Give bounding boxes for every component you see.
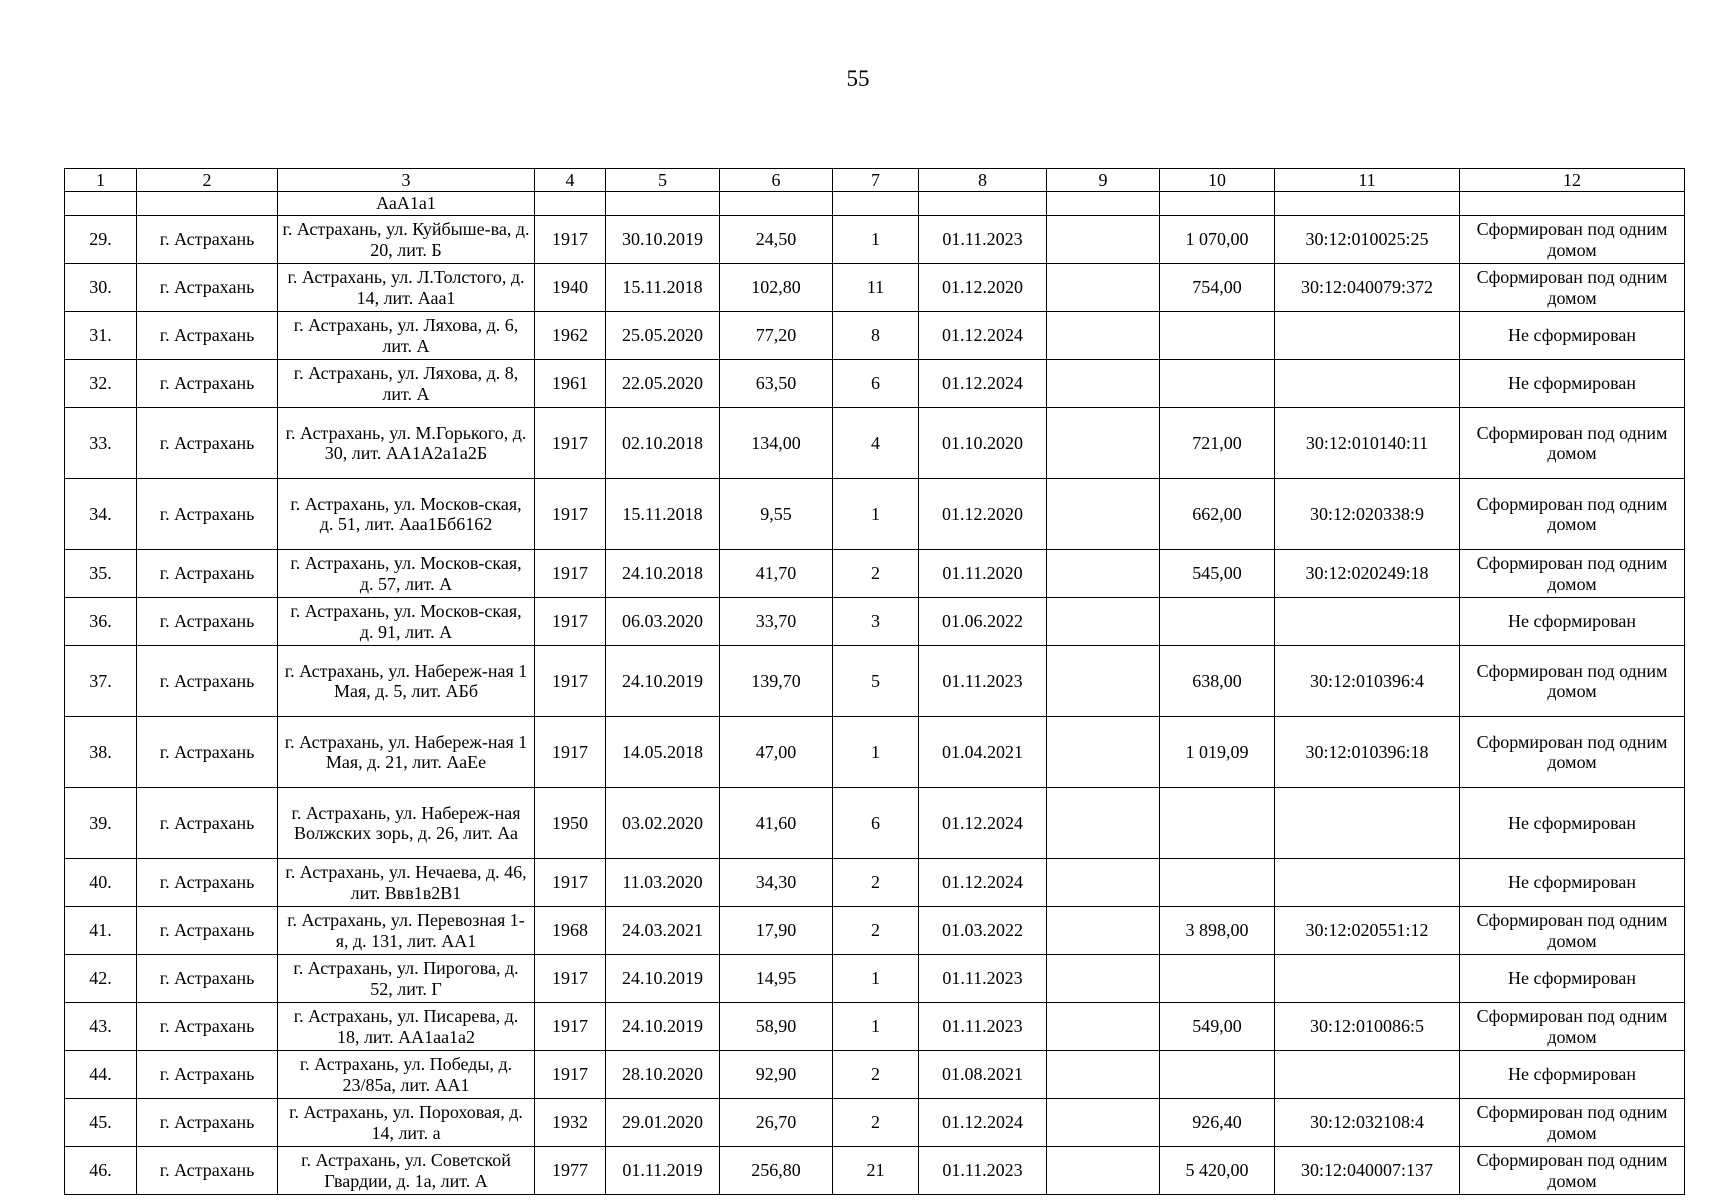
cell-column-9 xyxy=(1047,1003,1160,1051)
cell-deadline: 01.11.2023 xyxy=(919,1003,1047,1051)
cell-address: г. Астрахань, ул. Перевозная 1-я, д. 131, лит. АА1 xyxy=(278,907,535,955)
cell-year: 1917 xyxy=(535,408,606,479)
cell-cadastral-number: 30:12:010086:5 xyxy=(1275,1003,1460,1051)
cell-land-area: 1 070,00 xyxy=(1160,216,1275,264)
cell-date: 11.03.2020 xyxy=(606,859,720,907)
cell-count: 1 xyxy=(833,216,919,264)
cell-date: 25.05.2020 xyxy=(606,312,720,360)
table-row xyxy=(65,1051,1685,1099)
cell-status: Сформирован под одним домом xyxy=(1460,264,1685,312)
cell-deadline: 01.04.2021 xyxy=(919,717,1047,788)
cell-row-number: 45. xyxy=(65,1099,137,1147)
cell-empty xyxy=(1047,192,1160,216)
cell-cadastral-number xyxy=(1275,955,1460,1003)
cell-area: 63,50 xyxy=(720,360,833,408)
cell-address: г. Астрахань, ул. Куйбыше-ва, д. 20, лит. Б xyxy=(278,216,535,264)
cell-count: 1 xyxy=(833,479,919,550)
cell-date: 24.10.2019 xyxy=(606,646,720,717)
cell-date: 30.10.2019 xyxy=(606,216,720,264)
table-row xyxy=(65,264,1685,312)
cell-column-9 xyxy=(1047,264,1160,312)
cell-row-number: 34. xyxy=(65,479,137,550)
cell-address: г. Астрахань, ул. М.Горького, д. 30, лит. АА1А2а1а2Б xyxy=(278,408,535,479)
cell-area: 102,80 xyxy=(720,264,833,312)
cell-count: 1 xyxy=(833,955,919,1003)
cell-status: Не сформирован xyxy=(1460,859,1685,907)
cell-address: г. Астрахань, ул. Набереж-ная 1 Мая, д. 21, лит. АаЕе xyxy=(278,717,535,788)
cell-land-area: 721,00 xyxy=(1160,408,1275,479)
cell-area: 33,70 xyxy=(720,598,833,646)
cell-date: 29.01.2020 xyxy=(606,1099,720,1147)
cell-row-number: 41. xyxy=(65,907,137,955)
cell-column-9 xyxy=(1047,1051,1160,1099)
cell-cadastral-number xyxy=(1275,788,1460,859)
cell-cadastral-number: 30:12:020551:12 xyxy=(1275,907,1460,955)
cell-date: 28.10.2020 xyxy=(606,1051,720,1099)
cell-deadline: 01.11.2023 xyxy=(919,646,1047,717)
cell-city: г. Астрахань xyxy=(137,550,278,598)
cell-year: 1917 xyxy=(535,479,606,550)
cell-row-number: 33. xyxy=(65,408,137,479)
cell-status: Сформирован под одним домом xyxy=(1460,408,1685,479)
table-row xyxy=(65,788,1685,859)
cell-year: 1917 xyxy=(535,598,606,646)
table-row xyxy=(65,1147,1685,1195)
table-row xyxy=(65,907,1685,955)
table-row xyxy=(65,646,1685,717)
cell-row-number: 42. xyxy=(65,955,137,1003)
cell-area: 17,90 xyxy=(720,907,833,955)
cell-cadastral-number xyxy=(1275,859,1460,907)
cell-row-number: 30. xyxy=(65,264,137,312)
column-number-row xyxy=(65,169,1685,192)
cell-area: 77,20 xyxy=(720,312,833,360)
cell-deadline: 01.08.2021 xyxy=(919,1051,1047,1099)
cell-status: Не сформирован xyxy=(1460,360,1685,408)
cell-empty xyxy=(1460,192,1685,216)
cell-city: г. Астрахань xyxy=(137,264,278,312)
cell-column-9 xyxy=(1047,717,1160,788)
cell-address: г. Астрахань, ул. Победы, д. 23/85а, лит. АА1 xyxy=(278,1051,535,1099)
cell-cadastral-number xyxy=(1275,360,1460,408)
column-header: 9 xyxy=(1047,169,1160,192)
cell-city: г. Астрахань xyxy=(137,1099,278,1147)
column-header: 11 xyxy=(1275,169,1460,192)
cell-date: 24.10.2018 xyxy=(606,550,720,598)
cell-empty xyxy=(1160,192,1275,216)
cell-city: г. Астрахань xyxy=(137,788,278,859)
cell-date: 24.10.2019 xyxy=(606,1003,720,1051)
cell-deadline: 01.06.2022 xyxy=(919,598,1047,646)
cell-area: 134,00 xyxy=(720,408,833,479)
cell-column-9 xyxy=(1047,312,1160,360)
cell-empty xyxy=(833,192,919,216)
cell-year: 1917 xyxy=(535,646,606,717)
cell-deadline: 01.12.2024 xyxy=(919,312,1047,360)
column-header: 8 xyxy=(919,169,1047,192)
cell-city: г. Астрахань xyxy=(137,1003,278,1051)
cell-status: Сформирован под одним домом xyxy=(1460,646,1685,717)
cell-status: Не сформирован xyxy=(1460,788,1685,859)
cell-count: 21 xyxy=(833,1147,919,1195)
column-header: 2 xyxy=(137,169,278,192)
cell-column-9 xyxy=(1047,479,1160,550)
cell-land-area: 549,00 xyxy=(1160,1003,1275,1051)
cell-empty xyxy=(919,192,1047,216)
column-header: 5 xyxy=(606,169,720,192)
cell-count: 2 xyxy=(833,859,919,907)
cell-column-9 xyxy=(1047,646,1160,717)
cell-deadline: 01.12.2020 xyxy=(919,264,1047,312)
cell-year: 1961 xyxy=(535,360,606,408)
cell-deadline: 01.11.2023 xyxy=(919,216,1047,264)
cell-land-area xyxy=(1160,788,1275,859)
cell-land-area: 5 420,00 xyxy=(1160,1147,1275,1195)
cell-cadastral-number: 30:12:010396:4 xyxy=(1275,646,1460,717)
table-row xyxy=(65,1099,1685,1147)
cell-status: Сформирован под одним домом xyxy=(1460,550,1685,598)
cell-deadline: 01.12.2024 xyxy=(919,859,1047,907)
cell-area: 139,70 xyxy=(720,646,833,717)
cell-date: 15.11.2018 xyxy=(606,479,720,550)
cell-year: 1917 xyxy=(535,955,606,1003)
column-header: 12 xyxy=(1460,169,1685,192)
cell-date: 02.10.2018 xyxy=(606,408,720,479)
cell-status: Сформирован под одним домом xyxy=(1460,1099,1685,1147)
cell-year: 1977 xyxy=(535,1147,606,1195)
cell-column-9 xyxy=(1047,598,1160,646)
cell-cadastral-number xyxy=(1275,1051,1460,1099)
cell-cadastral-number: 30:12:020249:18 xyxy=(1275,550,1460,598)
cell-row-number: 39. xyxy=(65,788,137,859)
cell-land-area xyxy=(1160,360,1275,408)
cell-address: г. Астрахань, ул. Набереж-ная 1 Мая, д. 5, лит. АБб xyxy=(278,646,535,717)
cell-status: Сформирован под одним домом xyxy=(1460,216,1685,264)
cell-year: 1950 xyxy=(535,788,606,859)
cell-city: г. Астрахань xyxy=(137,598,278,646)
cell-cadastral-number xyxy=(1275,312,1460,360)
cell-cadastral-number: 30:12:010025:25 xyxy=(1275,216,1460,264)
cell-deadline: 01.10.2020 xyxy=(919,408,1047,479)
cell-count: 1 xyxy=(833,717,919,788)
cell-land-area xyxy=(1160,312,1275,360)
cell-land-area xyxy=(1160,859,1275,907)
cell-area: 24,50 xyxy=(720,216,833,264)
cell-cadastral-number: 30:12:032108:4 xyxy=(1275,1099,1460,1147)
cell-city: г. Астрахань xyxy=(137,859,278,907)
cell-deadline: 01.11.2023 xyxy=(919,1147,1047,1195)
cell-count: 4 xyxy=(833,408,919,479)
table-row xyxy=(65,312,1685,360)
cell-land-area xyxy=(1160,955,1275,1003)
cell-year: 1940 xyxy=(535,264,606,312)
cell-count: 1 xyxy=(833,1003,919,1051)
cell-empty xyxy=(606,192,720,216)
column-header: 7 xyxy=(833,169,919,192)
cell-count: 2 xyxy=(833,1099,919,1147)
cell-deadline: 01.12.2020 xyxy=(919,479,1047,550)
cell-city: г. Астрахань xyxy=(137,646,278,717)
cell-area: 58,90 xyxy=(720,1003,833,1051)
cell-city: г. Астрахань xyxy=(137,479,278,550)
cell-cadastral-number: 30:12:010140:11 xyxy=(1275,408,1460,479)
cell-land-area: 545,00 xyxy=(1160,550,1275,598)
cell-row-number: 32. xyxy=(65,360,137,408)
cell-city: г. Астрахань xyxy=(137,955,278,1003)
cell-count: 8 xyxy=(833,312,919,360)
cell-count: 2 xyxy=(833,907,919,955)
cell-city: г. Астрахань xyxy=(137,312,278,360)
cell-address: г. Астрахань, ул. Набереж-ная Волжских зорь, д. 26, лит. Аа xyxy=(278,788,535,859)
cell-year: 1968 xyxy=(535,907,606,955)
cell-row-number: 40. xyxy=(65,859,137,907)
cell-city: г. Астрахань xyxy=(137,1147,278,1195)
cell-deadline: 01.11.2023 xyxy=(919,955,1047,1003)
cell-land-area: 638,00 xyxy=(1160,646,1275,717)
cell-land-area: 662,00 xyxy=(1160,479,1275,550)
cell-status: Не сформирован xyxy=(1460,955,1685,1003)
cell-city: г. Астрахань xyxy=(137,1051,278,1099)
cell-date: 24.10.2019 xyxy=(606,955,720,1003)
cell-address: г. Астрахань, ул. Москов-ская, д. 91, лит. А xyxy=(278,598,535,646)
cell-address: АаА1а1 xyxy=(278,192,535,216)
table-row xyxy=(65,479,1685,550)
cell-deadline: 01.12.2024 xyxy=(919,360,1047,408)
cell-area: 41,70 xyxy=(720,550,833,598)
cell-address: г. Астрахань, ул. Советской Гвардии, д. 1а, лит. А xyxy=(278,1147,535,1195)
cell-count: 2 xyxy=(833,550,919,598)
table-row xyxy=(65,859,1685,907)
column-header: 6 xyxy=(720,169,833,192)
cell-address: г. Астрахань, ул. Ляхова, д. 8, лит. А xyxy=(278,360,535,408)
cell-year: 1917 xyxy=(535,216,606,264)
cell-empty xyxy=(720,192,833,216)
cell-row-number: 35. xyxy=(65,550,137,598)
cell-address: г. Астрахань, ул. Л.Толстого, д. 14, лит. Ааа1 xyxy=(278,264,535,312)
cell-city: г. Астрахань xyxy=(137,907,278,955)
cell-column-9 xyxy=(1047,907,1160,955)
table-row xyxy=(65,408,1685,479)
cell-area: 34,30 xyxy=(720,859,833,907)
cell-count: 5 xyxy=(833,646,919,717)
column-header: 3 xyxy=(278,169,535,192)
cell-status: Сформирован под одним домом xyxy=(1460,479,1685,550)
cell-deadline: 01.12.2024 xyxy=(919,788,1047,859)
cell-city: г. Астрахань xyxy=(137,717,278,788)
cell-area: 26,70 xyxy=(720,1099,833,1147)
cell-column-9 xyxy=(1047,1147,1160,1195)
cell-cadastral-number: 30:12:040079:372 xyxy=(1275,264,1460,312)
cell-area: 41,60 xyxy=(720,788,833,859)
cell-address: г. Астрахань, ул. Нечаева, д. 46, лит. Ввв1в2В1 xyxy=(278,859,535,907)
cell-column-9 xyxy=(1047,788,1160,859)
cell-area: 47,00 xyxy=(720,717,833,788)
cell-status: Не сформирован xyxy=(1460,312,1685,360)
cell-city: г. Астрахань xyxy=(137,360,278,408)
cell-row-number: 46. xyxy=(65,1147,137,1195)
cell-count: 11 xyxy=(833,264,919,312)
cell-land-area: 1 019,09 xyxy=(1160,717,1275,788)
cell-column-9 xyxy=(1047,216,1160,264)
cell-column-9 xyxy=(1047,408,1160,479)
cell-column-9 xyxy=(1047,1099,1160,1147)
cell-status: Сформирован под одним домом xyxy=(1460,717,1685,788)
cell-status: Сформирован под одним домом xyxy=(1460,1147,1685,1195)
cell-column-9 xyxy=(1047,955,1160,1003)
cell-status: Сформирован под одним домом xyxy=(1460,907,1685,955)
cell-cadastral-number: 30:12:010396:18 xyxy=(1275,717,1460,788)
cell-address: г. Астрахань, ул. Москов-ская, д. 51, лит. Ааа1Бб6162 xyxy=(278,479,535,550)
cell-status: Не сформирован xyxy=(1460,1051,1685,1099)
cell-land-area xyxy=(1160,1051,1275,1099)
cell-row-number: 31. xyxy=(65,312,137,360)
cell-date: 14.05.2018 xyxy=(606,717,720,788)
page-number: 55 xyxy=(846,66,870,91)
cell-cadastral-number xyxy=(1275,598,1460,646)
cell-city: г. Астрахань xyxy=(137,408,278,479)
cell-row-number: 29. xyxy=(65,216,137,264)
cell-address: г. Астрахань, ул. Ляхова, д. 6, лит. А xyxy=(278,312,535,360)
cell-year: 1917 xyxy=(535,550,606,598)
cell-empty xyxy=(65,192,137,216)
cell-row-number: 36. xyxy=(65,598,137,646)
cell-empty xyxy=(1275,192,1460,216)
cell-year: 1917 xyxy=(535,717,606,788)
table-row xyxy=(65,955,1685,1003)
cell-row-number: 38. xyxy=(65,717,137,788)
cell-address: г. Астрахань, ул. Москов-ская, д. 57, лит. А xyxy=(278,550,535,598)
cell-column-9 xyxy=(1047,360,1160,408)
cell-year: 1917 xyxy=(535,1003,606,1051)
cell-land-area: 754,00 xyxy=(1160,264,1275,312)
cell-date: 06.03.2020 xyxy=(606,598,720,646)
cell-cadastral-number: 30:12:020338:9 xyxy=(1275,479,1460,550)
cell-land-area xyxy=(1160,598,1275,646)
cell-year: 1917 xyxy=(535,1051,606,1099)
cell-address: г. Астрахань, ул. Пороховая, д. 14, лит. а xyxy=(278,1099,535,1147)
cell-area: 92,90 xyxy=(720,1051,833,1099)
table-row xyxy=(65,216,1685,264)
cell-date: 15.11.2018 xyxy=(606,264,720,312)
cell-date: 03.02.2020 xyxy=(606,788,720,859)
cell-row-number: 44. xyxy=(65,1051,137,1099)
cell-cadastral-number: 30:12:040007:137 xyxy=(1275,1147,1460,1195)
cell-deadline: 01.03.2022 xyxy=(919,907,1047,955)
cell-empty xyxy=(137,192,278,216)
cell-column-9 xyxy=(1047,859,1160,907)
cell-deadline: 01.12.2024 xyxy=(919,1099,1047,1147)
column-header: 4 xyxy=(535,169,606,192)
table-row xyxy=(65,360,1685,408)
cell-area: 14,95 xyxy=(720,955,833,1003)
continuation-row xyxy=(65,192,1685,216)
cell-date: 01.11.2019 xyxy=(606,1147,720,1195)
cell-date: 24.03.2021 xyxy=(606,907,720,955)
cell-count: 6 xyxy=(833,360,919,408)
cell-empty xyxy=(535,192,606,216)
cell-row-number: 43. xyxy=(65,1003,137,1051)
table-row xyxy=(65,717,1685,788)
table-row xyxy=(65,598,1685,646)
cell-year: 1932 xyxy=(535,1099,606,1147)
cell-count: 6 xyxy=(833,788,919,859)
cell-year: 1962 xyxy=(535,312,606,360)
cell-land-area: 3 898,00 xyxy=(1160,907,1275,955)
column-header: 10 xyxy=(1160,169,1275,192)
cell-year: 1917 xyxy=(535,859,606,907)
cell-column-9 xyxy=(1047,550,1160,598)
cell-date: 22.05.2020 xyxy=(606,360,720,408)
cell-area: 9,55 xyxy=(720,479,833,550)
cell-status: Не сформирован xyxy=(1460,598,1685,646)
cell-row-number: 37. xyxy=(65,646,137,717)
cell-address: г. Астрахань, ул. Писарева, д. 18, лит. АА1аа1а2 xyxy=(278,1003,535,1051)
housing-registry-table xyxy=(64,168,1685,1195)
table-row xyxy=(65,550,1685,598)
column-header: 1 xyxy=(65,169,137,192)
cell-count: 3 xyxy=(833,598,919,646)
table-row xyxy=(65,1003,1685,1051)
cell-count: 2 xyxy=(833,1051,919,1099)
cell-address: г. Астрахань, ул. Пирогова, д. 52, лит. Г xyxy=(278,955,535,1003)
cell-land-area: 926,40 xyxy=(1160,1099,1275,1147)
cell-status: Сформирован под одним домом xyxy=(1460,1003,1685,1051)
cell-city: г. Астрахань xyxy=(137,216,278,264)
cell-deadline: 01.11.2020 xyxy=(919,550,1047,598)
cell-area: 256,80 xyxy=(720,1147,833,1195)
